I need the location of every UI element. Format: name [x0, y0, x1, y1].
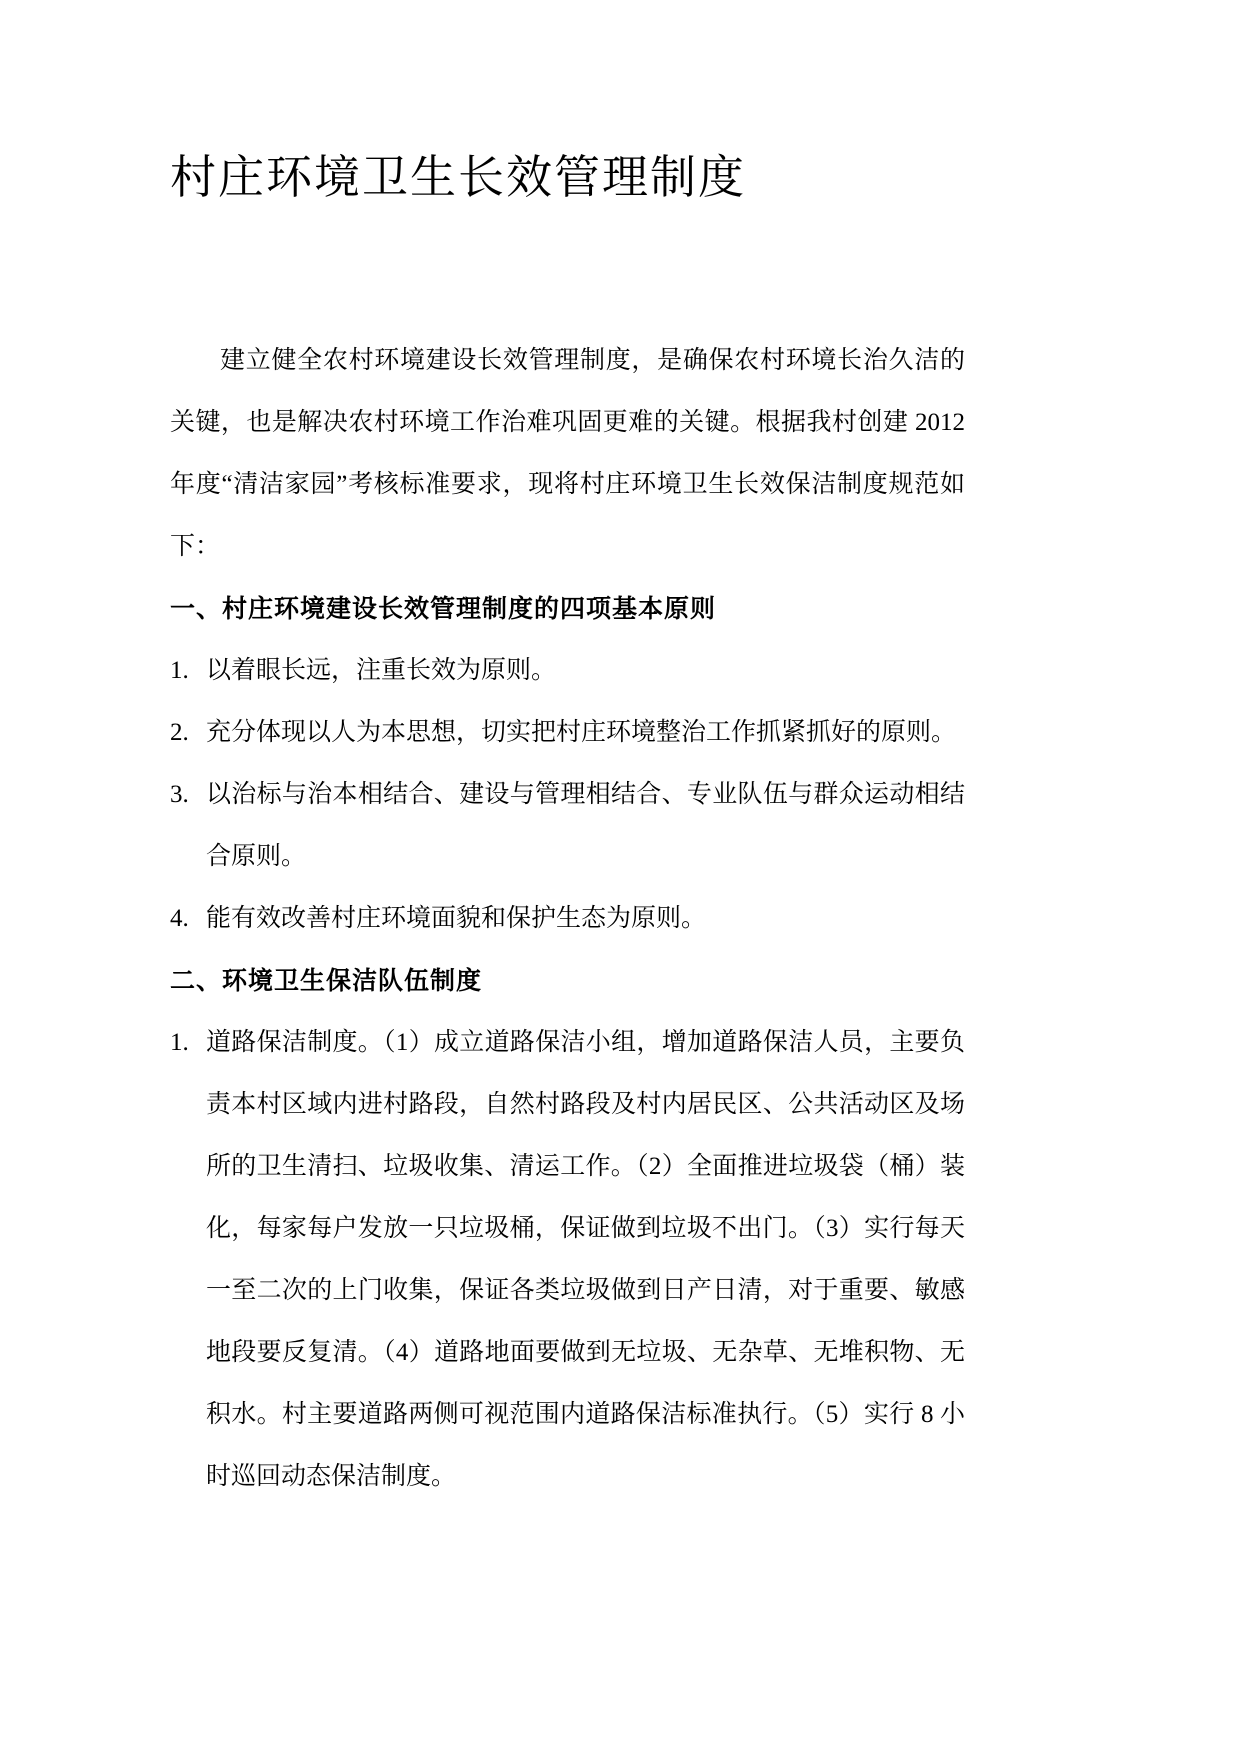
list-item-text: 道路保洁制度。（1）成立道路保洁小组，增加道路保洁人员，主要负责本村区域内进村路段，自然村路段及村内居民区、公共活动区及场所的卫生清扫、垃圾收集、清运工作。（2）全面推进垃圾袋（桶）装化，每家每户发放一只垃圾桶，保证做到垃圾不出门。（3）实行每天一至二次的上门收集，保证各类垃圾做到日产日清，对于重要、敏感地段要反复清。（4）道路地面要做到无垃圾、无杂草、无堆积物、无积水。村主要道路两侧可视范围内道路保洁标准执行。（5）实行 8 小时巡回动态保洁制度。: [206, 1029, 965, 1490]
list-item-text: 能有效改善村庄环境面貌和保护生态为原则。: [206, 905, 707, 932]
list-item-text: 以治标与治本相结合、建设与管理相结合、专业队伍与群众运动相结合原则。: [206, 781, 965, 870]
list-item-number: 3.: [170, 781, 189, 808]
section-2-heading: 二、环境卫生保洁队伍制度: [170, 967, 483, 995]
list-item-number: 4.: [170, 905, 189, 932]
document-title: 村庄环境卫生长效管理制度: [170, 152, 746, 203]
list-item-number: 2.: [170, 719, 189, 746]
list-item-number: 1.: [170, 1029, 189, 1056]
list-item: [170, 1012, 965, 1508]
list-item-number: 1.: [170, 657, 189, 684]
section-1-heading: 一、村庄环境建设长效管理制度的四项基本原则: [170, 595, 717, 623]
section-1-list: [170, 640, 965, 950]
list-item-text: 以着眼长远，注重长效为原则。: [206, 657, 557, 684]
section-2-list: [170, 1012, 965, 1508]
list-item: [170, 640, 965, 702]
list-item: [170, 888, 965, 950]
list-item: [170, 702, 965, 764]
intro-paragraph: 建立健全农村环境建设长效管理制度，是确保农村环境长治久洁的关键，也是解决农村环境工作治难巩固更难的关键。根据我村创建 2012 年度“清洁家园”考核标准要求，现将村庄环境卫生长效保洁制度规范如下：: [170, 347, 965, 560]
list-item-text: 充分体现以人为本思想，切实把村庄环境整治工作抓紧抓好的原则。: [206, 719, 957, 746]
list-item: [170, 764, 965, 888]
